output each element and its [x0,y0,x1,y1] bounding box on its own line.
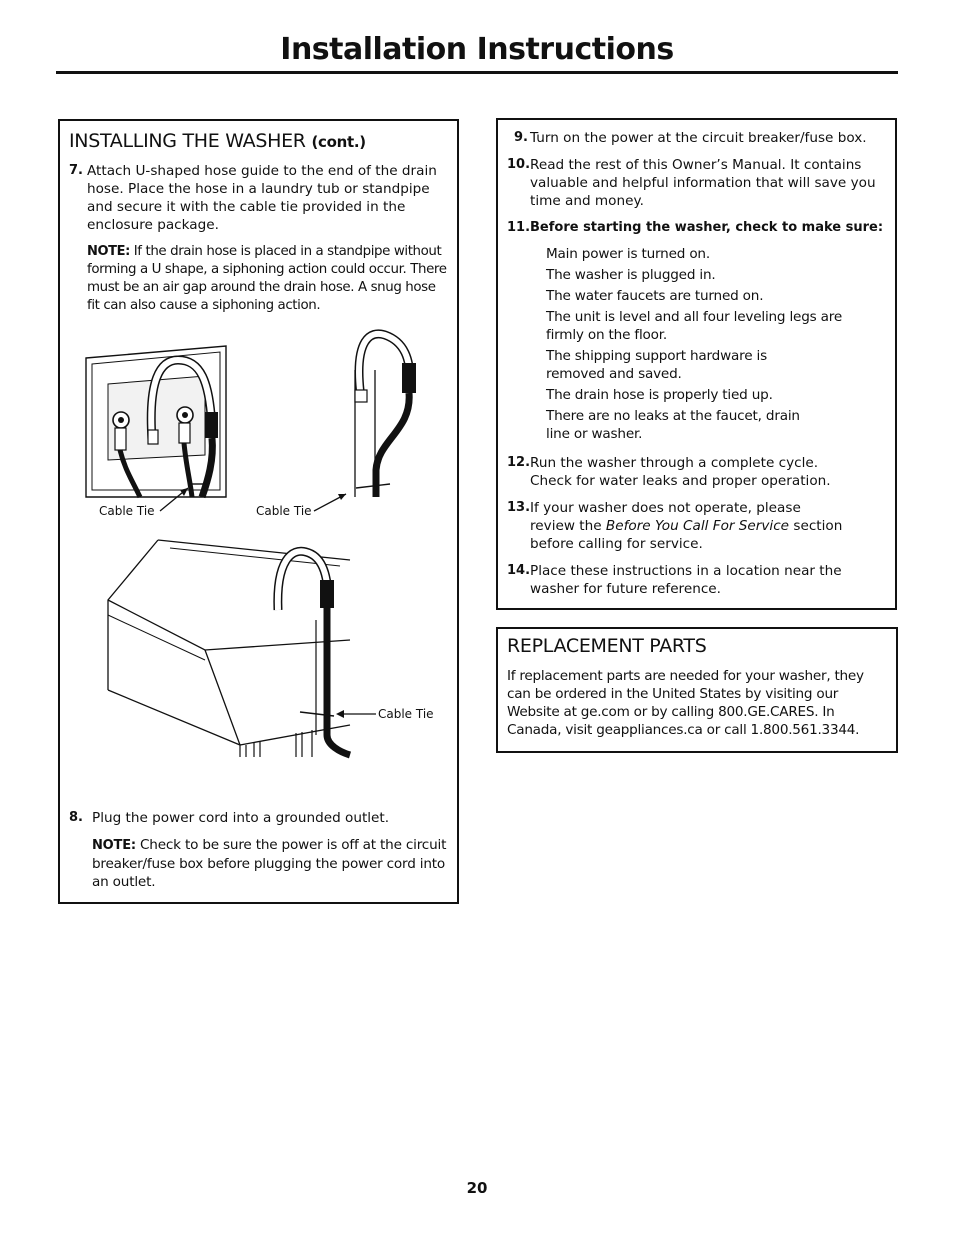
step-14 [507,562,892,598]
cable-tie-label-2: Cable Tie [256,504,312,518]
check-item: Main power is turned on. [546,246,710,262]
check-item: There are no leaks at the faucet, drain line or washer. [546,408,800,442]
step-13-text [530,499,847,553]
step-12-text: Run the washer through a complete cycle. Check for water leaks and proper operation. [530,455,831,489]
step-10-number: 10. [507,157,531,172]
page-number: 20 [466,1179,488,1197]
step-8-note-text: Check to be sure the power is off at the circuit breaker/fuse box before plugging the power cord into an outlet. [92,837,447,890]
replacement-heading: REPLACEMENT PARTS [507,635,707,657]
check-item: The water faucets are turned on. [546,288,764,304]
check-item: The washer is plugged in. [546,267,716,283]
cable-tie-label-1: Cable Tie [99,504,155,518]
step-11 [507,219,887,237]
installing-heading-suffix: (cont.) [311,133,366,151]
check-item: The unit is level and all four leveling legs are firmly on the floor. [546,309,843,343]
step-11-text: Before starting the washer, check to make sure: [530,220,884,235]
step-10-text: Read the rest of this Owner’s Manual. It contains valuable and helpful information that will save you time and money. [530,157,876,209]
step-7-note-label: NOTE: [87,244,130,259]
check-item: The drain hose is properly tied up. [546,387,773,403]
check-item: The shipping support hardware is removed and saved. [546,348,767,382]
step-14-number: 14. [507,563,531,578]
step-12 [507,454,837,490]
step-10 [507,156,877,210]
before-you-call-reference: Before You Call For Service [605,518,790,534]
step-11-number: 11. [507,220,531,235]
cable-tie-label-3: Cable Tie [378,707,434,721]
step-8-number: 8. [69,810,83,825]
step-13-text-post: section before calling for service. [530,518,843,552]
step-7-text: Attach U-shaped hose guide to the end of the drain hose. Place the hose in a laundry tub or standpipe and secure it with the cable tie provided in the enclosure package. [87,163,437,233]
page-title: Installation Instructions [280,32,674,67]
step-9-number: 9. [514,130,528,145]
step-8 [69,809,444,827]
step-7-note-text: If the drain hose is placed in a standpipe without forming a U shape, a siphoning action could occur. There must be an air gap around the drain hose. A snug hose fit can also cause a siphoning action. [87,244,447,313]
step-13 [507,499,847,553]
step-12-number: 12. [507,455,531,470]
replacement-text: If replacement parts are needed for your washer, they can be ordered in the United States by visiting our Website at ge.com or by calling 800.GE.CARES. In Canada, visit geappliances.ca or call 1.800.561.3344. [507,668,864,738]
step-14-text: Place these instructions in a location near the washer for future reference. [530,563,842,597]
check-list [546,245,866,446]
step-9 [507,129,887,147]
step-7-number: 7. [69,163,83,178]
step-9-text: Turn on the power at the circuit breaker/fuse box. [530,130,867,146]
step-8-text: Plug the power cord into a grounded outlet. [92,810,390,826]
step-8-note-label: NOTE: [92,838,136,853]
step-13-number: 13. [507,500,531,515]
installing-heading-text: INSTALLING THE WASHER [69,130,306,152]
step-8-note [92,836,448,891]
step-13-text-pre: If your washer does not operate, please review the [530,500,801,534]
